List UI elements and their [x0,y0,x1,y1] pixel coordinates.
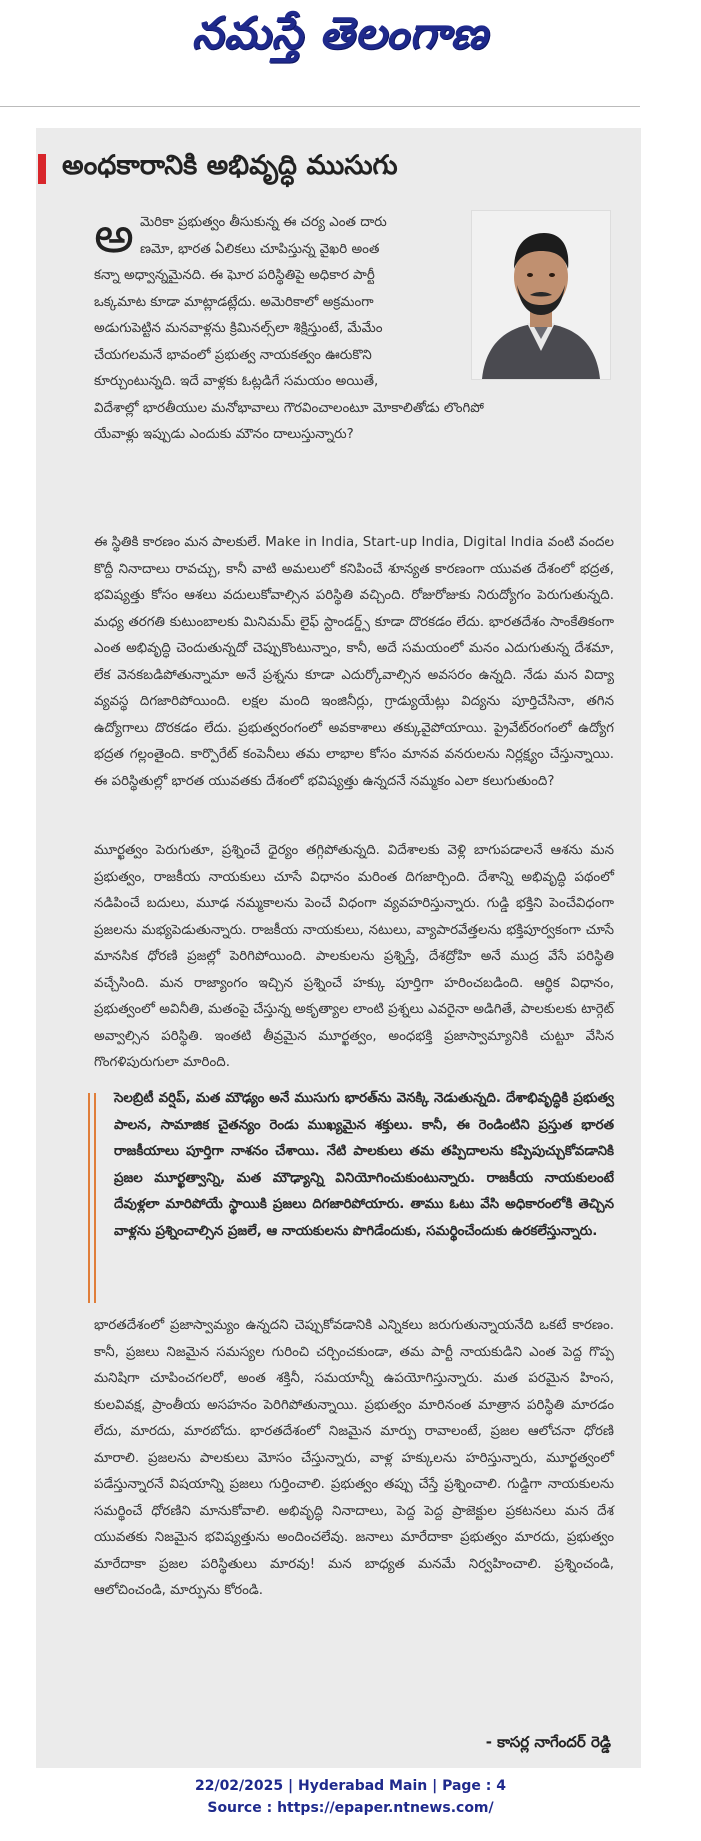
author-byline: - కాసర్ల నాగేందర్ రెడ్డి [485,1733,611,1751]
footer-source-link[interactable]: Source : https://epaper.ntnews.com/ [207,1800,494,1816]
footer-dateline: 22/02/2025 | Hyderabad Main | Page : 4 [194,1778,507,1794]
page-footer [0,1775,701,1819]
paragraph-1-line: మెరికా ప్రభుత్వం తీసుకున్న ఈ చర్య ఎంత దారు [140,215,387,230]
paragraph-1-line: కన్నా అధ్వాన్నమైనది. ఈ ఘోర పరిస్థితిపై అధికార పార్టీ [94,268,375,283]
paragraph-4: భారతదేశంలో ప్రజాస్వామ్యం ఉన్నదని చెప్పుకోవడానికి ఎన్నికలు జరుగుతున్నాయనేది ఒకటే కారణం. కానీ, ప్రజలు నిజమైన సమస్యల గురించి చర్చించకుండా, తమ పార్టీ నాయకుడిని ఎంత పెద్ద గొప్ప మనిషిగా చూపించగలరో, అంత శక్తినీ, సమయాన్నీ ఉపయోగిస్తున్నారు. మత పరమైన హింస, కులవివక్ష, ప్రాంతీయ అసహనం పెరిగిపోతున్నాయి. ప్రభుత్వం మారినంత మాత్రాన పరిస్థితి మారడం లేదు, మారదు, మారబోదు. భారతదేశంలో నిజమైన మార్పు రావాలంటే, ప్రజల ఆలోచనా ధోరణి మారాలి. ప్రజలను పాలకులు మోసం చేస్తున్నారు, వాళ్ల హక్కులను హరిస్తున్నారు, మూర్ఖత్వంలో పడేస్తున్నారనే విషయాన్ని ప్రజలు గుర్తించాలి. ప్రభుత్వం తప్పు చేస్తే ప్రశ్నించాలి. గుడ్డిగా నాయకులను సమర్థించే ధోరణిని మానుకోవాలి. అభివృద్ధి నినాదాలు, పెద్ద పెద్ద ప్రాజెక్టుల ప్రకటనలు మన దేశ యువతకు నిజమైన భవిష్యత్తును అందించలేవు. జనాలు మారేదాకా ప్రభుత్వం మారదు, ప్రభుత్వం మారేదాకా ప్రజల పరిస్థితులు మారవు! మన బాధ్యత మనమే నిర్వహించాలి. ప్రశ్నించండి, ఆలోచించండి, మార్పును కోరండి. [94,1318,614,1598]
masthead-logo: నమస్తే తెలంగాణ [191,8,489,59]
paragraph-3: మూర్ఖత్వం పెరుగుతూ, ప్రశ్నించే ధైర్యం తగ్గిపోతున్నది. విదేశాలకు వెళ్లి బాగుపడాలనే ఆశను మన ప్రభుత్వం, రాజకీయ నాయకులు చూసే విధానం మరింత దిగజార్చింది. దేశాన్ని అభివృద్ధి పథంలో నడిపించే బదులు, మూఢ నమ్మకాలను పెంచే విధంగా వ్యవహరిస్తున్నారు. గుడ్డి భక్తిని పెంచేవిధంగా ప్రజలను మభ్యపెడుతున్నారు. రాజకీయ నాయకులు, నటులు, వ్యాపారవేత్తలను భక్తిపూర్వకంగా చూసే మానసిక ధోరణి ప్రజల్లో పెరిగిపోయింది. పాలకులను ప్రశ్నిస్తే, దేశద్రోహి అనే ముద్ర వేసే పరిస్థితి వచ్చేసింది. మన రాజ్యాంగం ఇచ్చిన ప్రశ్నించే హక్కు పూర్తిగా హరించబడింది. ఆర్థిక విధానం, ప్రభుత్వంలో అవినీతి, మతంపై చేస్తున్న అకృత్యాల లాంటి ప్రశ్నలు ఎవరైనా అడిగితే, పాలకులకు టార్గెట్ అవ్వాల్సిన పరిస్థితి. ఇంతటి తీవ్రమైన మూర్ఖత్వం, అంధభక్తి ప్రజాస్వామ్యానికి చుట్టూ వేసిన గొంగళిపురుగులా మారింది. [94,843,614,1070]
paragraph-1-line: అడుగుపెట్టిన మనవాళ్లను క్రిమినల్స్‌లా శిక్షిస్తుంటే, మేమేం [94,321,383,336]
dropcap-letter: అ [94,206,134,264]
headline-accent-bar [38,154,46,184]
paragraph-1 [94,206,614,449]
article-headline: అంధకారానికి అభివృద్ధి ముసుగు [62,150,398,181]
paragraph-1-line: యేవాళ్లు ఇప్పుడు ఎందుకు మౌనం దాలుస్తున్నారు? [94,427,354,442]
paragraph-1-line: ణమో, భారత ఏలికలు చూపిస్తున్న వైఖరి అంత [140,241,380,257]
pullquote: సెలబ్రిటీ వర్షిప్, మత మౌఢ్యం అనే ముసుగు భారత్‌ను వెనక్కి నెడుతున్నది. దేశాభివృద్ధికి ప్రభుత్వ పాలన, సామాజిక చైతన్యం రెండు ముఖ్యమైన శక్తులు. కానీ, ఈ రెండింటిని ప్రస్తుత భారత రాజకీయాలు పూర్తిగా నాశనం చేశాయి. నేటి పాలకులు తమ తప్పిదాలను కప్పిపుచ్చుకోవడానికి ప్రజల మూర్ఖత్వాన్ని, మత మౌఢ్యాన్ని వినియోగించుకుంటున్నారు. రాజకీయ నాయకులంటే దేవుళ్లలా మారిపోయే స్థాయికి ప్రజలు దిగజారిపోయారు. తాము ఓటు వేసి అధికారంలోకి తెచ్చిన వాళ్లను ప్రశ్నించాల్సిన ప్రజలే, ఆ నాయకులను పొగిడేందుకు, సమర్థించేందుకు ఉరకలేస్తున్నారు. [114,1091,614,1239]
masthead-divider [0,106,640,107]
paragraph-1-line: కూర్చుంటున్నది. ఇదే వాళ్లకు ఓట్లడిగే సమయం అయితే, [94,374,379,389]
paragraph-1-line: విదేశాల్లో భారతీయుల మనోభావాలు గౌరవించాలంటూ మోకాలితోడు లొంగిపో [94,400,484,416]
paragraph-1-line: ఒక్కమాట కూడా మాట్లాడట్లేదు. అమెరికాలో అక్రమంగా [94,294,374,310]
article-panel [36,128,641,1768]
masthead [0,0,701,112]
paragraph-1-line: చేయగలమనే భావంలో ప్రభుత్వ నాయకత్వం ఊరుకొని [94,347,372,363]
pullquote-rule [88,1093,96,1303]
paragraph-2: ఈ స్థితికి కారణం మన పాలకులే. Make in India, Start-up India, Digital India వంటి వందల కొద్దీ నినాదాలు రావచ్చు, కానీ వాటి అమలులో కనిపించే శూన్యత కారణంగా యువత దేశంలో భద్రత, భవిష్యత్తు కోసం ఆశలు వదులుకోవాల్సిన పరిస్థితి వచ్చింది. రోజురోజుకు నిరుద్యోగం పెరుగుతున్నది. మధ్య తరగతి కుటుంబాలకు మినిమమ్ లైఫ్ స్టాండర్డ్స్ కూడా దొరకడం లేదు. భారతదేశం సాంకేతికంగా ఎంత అభివృద్ధి చెందుతున్నదో చెప్పుకొంటున్నాం, కానీ, అదే సమయంలో మనం ఎదుగుతున్న దేశమా, లేక వెనకబడిపోతున్నామా అనే ప్రశ్నను కూడా ఎదుర్కోవాల్సిన అవసరం ఉన్నది. నేడు మన విద్యా వ్యవస్థ దిగజారిపోయింది. లక్షల మంది ఇంజినీర్లు, గ్రాడ్యుయేట్లు విద్యను పూర్తిచేసినా, తగిన ఉద్యోగాలు దొరకడం లేదు. ప్రభుత్వరంగంలో అవకాశాలు తక్కువైపోయాయి. ప్రైవేట్‌రంగంలో ఉద్యోగ భద్రత గల్లంతైంది. కార్పొరేట్ కంపెనీలు తమ లాభాల కోసం మానవ వనరులను నిర్లక్ష్యం చేస్తున్నాయి. ఈ పరిస్థితుల్లో భారత యువతకు దేశంలో భవిష్యత్తు ఉన్నదనే నమ్మకం ఎలా కలుగుతుంది? [94,535,614,789]
